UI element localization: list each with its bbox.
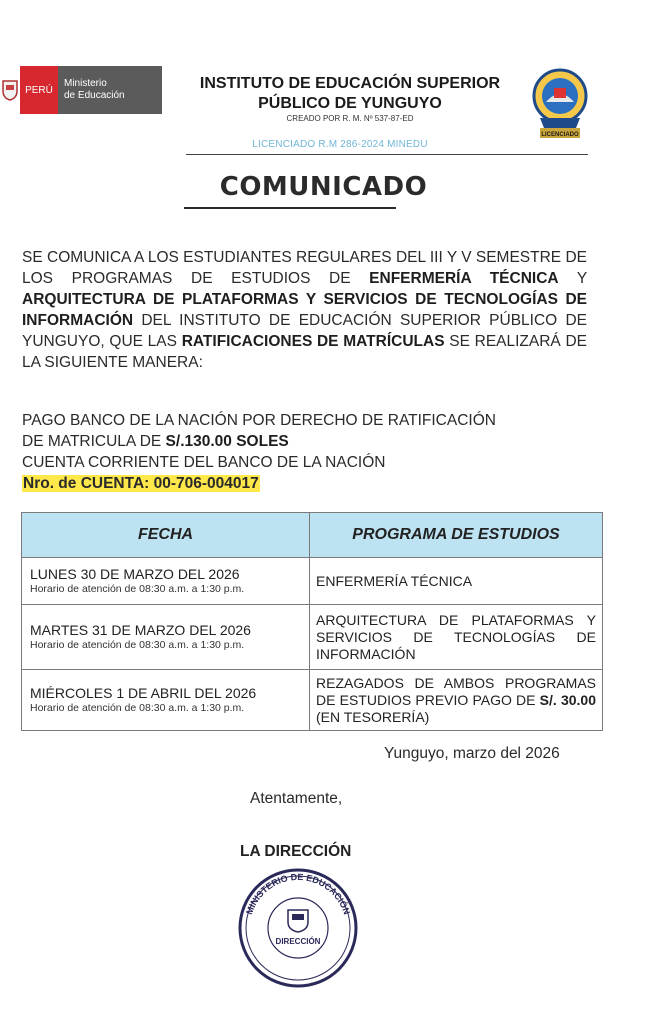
table-row	[22, 670, 603, 731]
date-text: MIÉRCOLES 1 DE ABRIL DEL 2026	[30, 685, 257, 701]
seal-top-text: MINISTERIO DE EDUCACIÓN	[244, 871, 352, 916]
title-underline	[184, 207, 396, 209]
header-divider	[186, 154, 588, 155]
date-cell	[22, 670, 310, 731]
ratification-term: RATIFICACIONES DE MATRÍCULAS	[181, 333, 445, 350]
table-row	[22, 558, 603, 605]
closing-text: Atentamente,	[250, 790, 343, 807]
date-text: LUNES 30 DE MARZO DEL 2026	[30, 566, 240, 582]
table-header-row	[22, 513, 603, 558]
schedule-table	[21, 512, 603, 731]
license-resolution: LICENCIADO R.M 286-2024 MINEDU	[252, 139, 428, 150]
table-row	[22, 605, 603, 670]
institute-line-1: INSTITUTO DE EDUCACIÓN SUPERIOR	[199, 75, 501, 92]
institute-line-2: PÚBLICO DE YUNGUYO	[258, 95, 442, 112]
official-seal-stamp	[236, 866, 360, 990]
seal-center-text: DIRECCIÓN	[275, 937, 321, 946]
column-header-fecha: FECHA	[22, 513, 310, 558]
crest-label: LICENCIADO	[541, 132, 579, 138]
program-text-a: REZAGADOS DE AMBOS PROGRAMAS DE ESTUDIOS PREVIO PAGO DE	[316, 674, 596, 708]
program-architecture: ARQUITECTURA DE PLATAFORMAS Y SERVICIOS DE TECNOLOGÍAS DE INFORMACIÓN	[22, 291, 587, 329]
date-text: MARTES 31 DE MARZO DEL 2026	[30, 622, 251, 638]
ministry-label	[58, 66, 162, 114]
p1-text-g: SE REALIZARÁ DE LA SIGUIENTE MANERA:	[22, 333, 588, 371]
payment-line-1: PAGO BANCO DE LA NACIÓN POR DERECHO DE RATIFICACIÓN	[22, 412, 496, 429]
program-text-c: (EN TESORERÍA)	[316, 708, 430, 725]
ministry-logo	[0, 66, 162, 114]
place-date: Yunguyo, marzo del 2026	[384, 745, 560, 762]
program-nursing: ENFERMERÍA TÉCNICA	[369, 270, 559, 287]
hours-text: Horario de atención de 08:30 a.m. a 1:30 p.m.	[30, 583, 245, 595]
peru-shield-icon	[0, 66, 20, 114]
date-cell	[22, 558, 310, 605]
payment-amount: S/.130.00 SOLES	[165, 433, 289, 450]
peru-label: PERÚ	[20, 66, 58, 114]
program-cell: ARQUITECTURA DE PLATAFORMAS Y SERVICIOS DE TECNOLOGÍAS DE INFORMACIÓN	[310, 605, 603, 670]
hours-text: Horario de atención de 08:30 a.m. a 1:30 p.m.	[30, 702, 245, 714]
p1-text-e: DEL INSTITUTO DE EDUCACIÓN SUPERIOR PÚBLICO DE YUNGUYO, QUE LAS	[22, 312, 587, 350]
payment-line-2-text: DE MATRICULA DE	[22, 433, 166, 450]
signature-title: LA DIRECCIÓN	[240, 843, 352, 860]
p1-text-a: SE COMUNICA A LOS ESTUDIANTES REGULARES DEL III Y V SEMESTRE DE LOS PROGRAMAS DE ESTUDIOS DE	[22, 249, 587, 287]
payment-line-2	[22, 431, 587, 452]
account-number: Nro. de CUENTA: 00-706-004017	[23, 475, 259, 492]
program-cell: ENFERMERÍA TÉCNICA	[310, 558, 603, 605]
hours-text: Horario de atención de 08:30 a.m. a 1:30 p.m.	[30, 639, 245, 651]
payment-line-3: CUENTA CORRIENTE DEL BANCO DE LA NACIÓN	[22, 454, 386, 471]
institute-name	[170, 74, 530, 114]
program-cell	[310, 670, 603, 731]
column-header-programa: PROGRAMA DE ESTUDIOS	[310, 513, 603, 558]
payment-paragraph	[22, 410, 587, 494]
ministry-line-2: de Educación	[64, 90, 125, 101]
announcement-paragraph	[22, 247, 587, 373]
p1-text-c: Y	[558, 270, 587, 287]
ministry-line-1: Ministerio	[64, 78, 107, 89]
date-cell	[22, 605, 310, 670]
institute-crest-icon	[530, 66, 590, 146]
coat-of-arms-icon	[288, 910, 308, 932]
creation-resolution: CREADO POR R. M. Nº 537-87-ED	[286, 114, 414, 123]
account-number-line	[22, 473, 587, 494]
fee-amount: S/. 30.00	[539, 691, 596, 708]
page-title: COMUNICADO	[219, 172, 428, 202]
